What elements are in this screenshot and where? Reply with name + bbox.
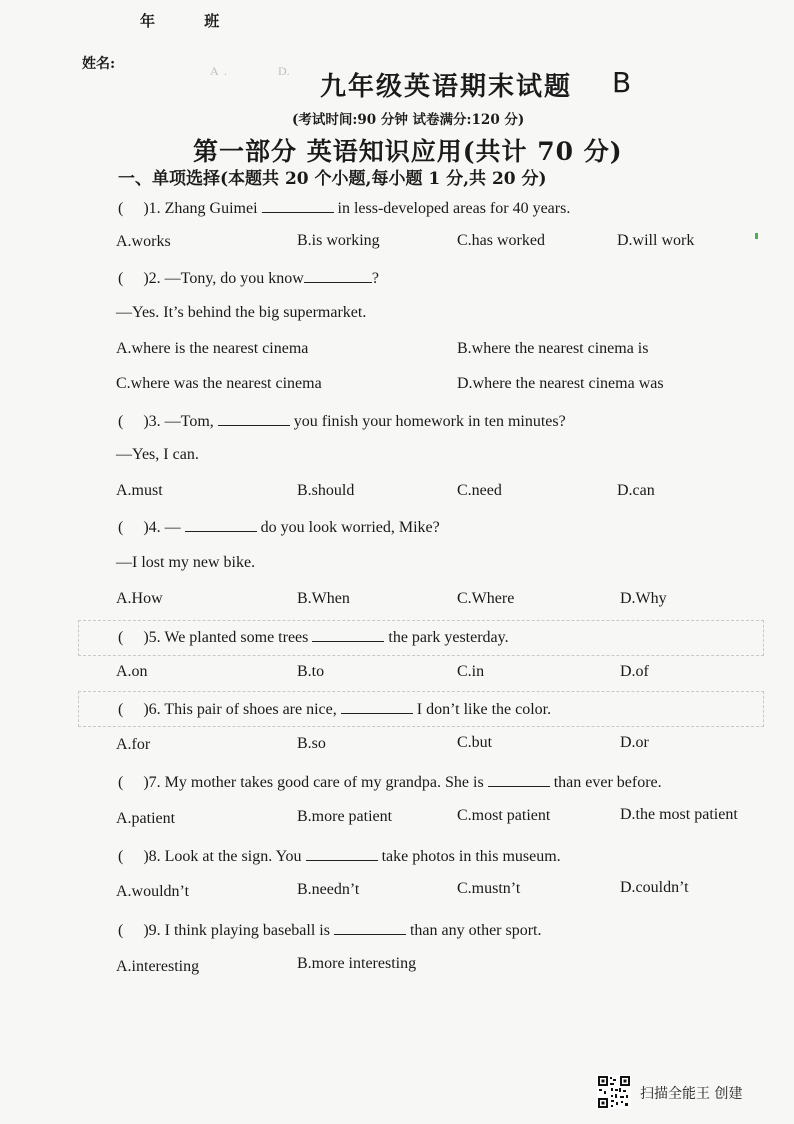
option-d: D.the most patient: [620, 806, 738, 823]
option-a: A.patient: [116, 810, 176, 827]
option-b: B.to: [297, 663, 325, 680]
option-a: A.on: [116, 663, 148, 680]
option-a: A.for: [116, 736, 151, 753]
class-label: 年 班: [140, 12, 242, 30]
green-speck: [755, 233, 758, 239]
exam-info: (考试时间:90 分钟 试卷满分:120 分): [292, 112, 525, 128]
question-4-reply: —I lost my new bike.: [116, 554, 256, 571]
answer-blank[interactable]: [218, 411, 290, 426]
answer-blank[interactable]: [312, 627, 384, 642]
question-5: ( )5. We planted some trees the park yesterday.: [118, 629, 509, 646]
answer-blank[interactable]: [306, 846, 378, 861]
answer-blank[interactable]: [262, 198, 334, 213]
option-b: B.should: [297, 482, 355, 499]
option-c: C.most patient: [457, 807, 551, 824]
qr-code-icon: [597, 1075, 631, 1109]
part-title: 第一部分 英语知识应用(共计 70 分): [193, 137, 623, 166]
question-1: ( )1. Zhang Guimei in less-developed areas for 40 years.: [118, 200, 571, 217]
option-a: A.must: [116, 482, 163, 499]
question-2-reply: —Yes. It’s behind the big supermarket.: [116, 304, 367, 321]
option-d: D.of: [620, 663, 649, 680]
option-b: B.When: [297, 590, 350, 607]
name-label: 姓名:: [82, 56, 116, 72]
option-b: B.so: [297, 735, 326, 752]
bleed-through-text: A . D.: [210, 64, 290, 78]
question-8: ( )8. Look at the sign. You take photos in this museum.: [118, 848, 561, 865]
option-b: B.more interesting: [297, 955, 417, 972]
question-9: ( )9. I think playing baseball is than any other sport.: [118, 922, 542, 939]
option-d: D.Why: [620, 590, 667, 607]
option-b: B.where the nearest cinema is: [457, 340, 649, 357]
option-b: B.is working: [297, 232, 380, 249]
answer-blank[interactable]: [334, 920, 406, 935]
option-d: D.can: [617, 482, 655, 499]
handwritten-version-mark: B: [612, 66, 632, 99]
option-d: D.will work: [617, 232, 695, 249]
scanner-watermark-text: 扫描全能王 创建: [640, 1086, 743, 1102]
question-4: ( )4. — do you look worried, Mike?: [118, 519, 440, 536]
option-d: D.or: [620, 734, 649, 751]
option-b: B.needn’t: [297, 881, 360, 898]
question-2: ( )2. —Tony, do you know ?: [118, 270, 379, 287]
option-a: A.How: [116, 590, 163, 607]
option-a: A.where is the nearest cinema: [116, 340, 309, 357]
exam-title: 九年级英语期末试题: [320, 72, 573, 102]
option-d: D.couldn’t: [620, 879, 689, 896]
option-a: A.works: [116, 233, 171, 250]
option-c: C.mustn’t: [457, 880, 521, 897]
option-c: C.need: [457, 482, 502, 499]
answer-blank[interactable]: [341, 699, 413, 714]
option-a: A.interesting: [116, 958, 200, 975]
question-3: ( )3. —Tom, you finish your homework in ten minutes?: [118, 413, 566, 430]
answer-blank[interactable]: [488, 772, 550, 787]
bleed-through-text: [20, 480, 23, 495]
option-c: C.where was the nearest cinema: [116, 375, 322, 392]
question-3-reply: —Yes, I can.: [116, 446, 199, 463]
answer-blank[interactable]: [304, 268, 372, 283]
question-7: ( )7. My mother takes good care of my grandpa. She is than ever before.: [118, 774, 662, 791]
option-c: C.but: [457, 734, 493, 751]
option-b: B.more patient: [297, 808, 393, 825]
question-6: ( )6. This pair of shoes are nice, I don’t like the color.: [118, 701, 552, 718]
option-a: A.wouldn’t: [116, 883, 190, 900]
option-c: C.in: [457, 663, 485, 680]
option-c: C.Where: [457, 590, 515, 607]
answer-blank[interactable]: [185, 517, 257, 532]
option-c: C.has worked: [457, 232, 545, 249]
option-d: D.where the nearest cinema was: [457, 375, 664, 392]
section-title: 一、单项选择(本题共 20 个小题,每小题 1 分,共 20 分): [118, 169, 547, 189]
